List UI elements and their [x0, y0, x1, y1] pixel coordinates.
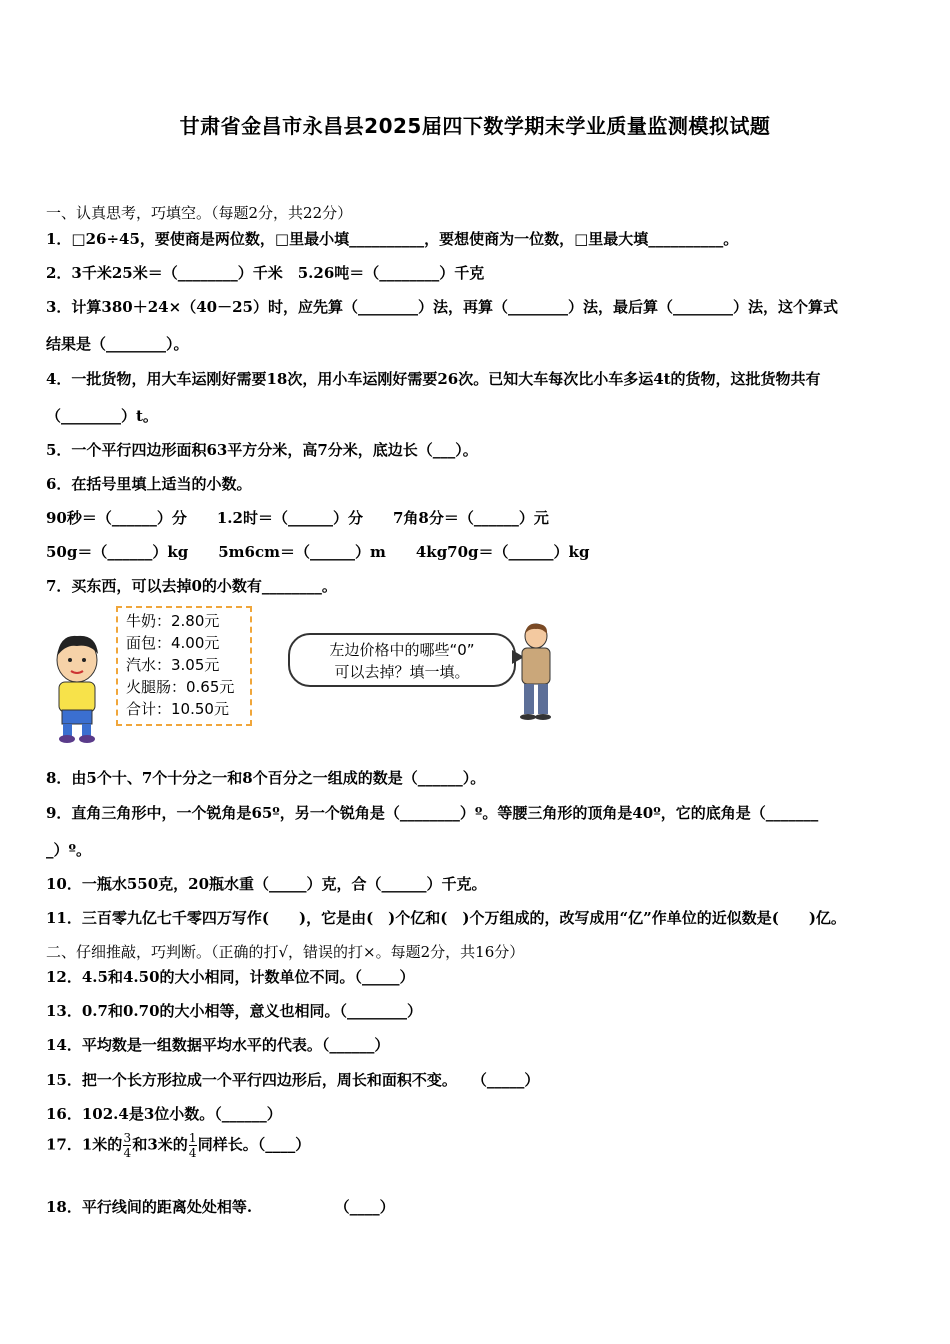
question-4-line-1: 4．一批货物，用大车运刚好需要18次，用小车运刚好需要26次。已知大车每次比小车多运4t的货物，这批货物共有 — [46, 370, 821, 388]
page-title: 甘肃省金昌市永昌县2025届四下数学期末学业质量监测模拟试题 — [179, 114, 771, 138]
question-3-line-1: 3．计算380＋24×（40－25）时，应先算（________）法，再算（________）法，最后算（________）法，这个算式 — [46, 298, 838, 316]
price-total: 合计：10.50元 — [126, 700, 229, 718]
question-2: 2．3千米25米＝（________）千米 5.26吨＝（________）千克 — [46, 264, 485, 282]
question-3-line-2: 结果是（________）。 — [46, 335, 189, 353]
question-13: 13．0.7和0.70的大小相等，意义也相同。（________） — [46, 1002, 423, 1020]
question-10: 10．一瓶水550克，20瓶水重（_____）克，合（______）千克。 — [46, 875, 487, 893]
question-9-line-2: _）º。 — [46, 841, 92, 859]
section-2-heading: 二、仔细推敲，巧判断。（正确的打√，错误的打×。每题2分，共16分） — [46, 943, 525, 961]
question-14: 14．平均数是一组数据平均水平的代表。（______） — [46, 1036, 390, 1054]
question-15: 15．把一个长方形拉成一个平行四边形后，周长和面积不变。 （_____） — [46, 1071, 540, 1089]
shopping-illustration — [46, 600, 566, 750]
question-17-part-3: 同样长。（____） — [197, 1135, 311, 1154]
question-17-part-1: 17．1米的 — [46, 1135, 123, 1154]
question-5: 5．一个平行四边形面积63平方分米，高7分米，底边长（___）。 — [46, 441, 478, 459]
question-16: 16．102.4是3位小数。（______） — [46, 1105, 282, 1123]
boy-illustration — [46, 630, 108, 745]
question-8: 8．由5个十、7个十分之一和8个百分之一组成的数是（______）。 — [46, 769, 486, 787]
section-1-heading: 一、认真思考，巧填空。（每题2分，共22分） — [46, 204, 353, 222]
question-17 — [46, 1132, 310, 1159]
speech-line-2: 可以去掉？填一填。 — [334, 663, 470, 681]
question-6-row-2: 50g＝（______）kg 5m6cm＝（______）m 4kg70g＝（______）kg — [46, 543, 590, 561]
price-item: 面包：4.00元 — [126, 634, 220, 652]
speech-bubble — [288, 633, 516, 687]
question-4-line-2: （________）t。 — [46, 407, 158, 425]
question-12: 12．4.5和4.50的大小相同，计数单位不同。（_____） — [46, 968, 415, 986]
question-11: 11．三百零九亿七千零四万写作( )，它是由( )个亿和( )个万组成的，改写成用“亿”作单位的近似数是( )亿。 — [46, 909, 846, 927]
question-18: 18．平行线间的距离处处相等. （____） — [46, 1198, 395, 1216]
speech-line-1: 左边价格中的哪些“0” — [329, 641, 475, 659]
price-item: 火腿肠：0.65元 — [126, 678, 235, 696]
fraction-three-quarters: $\frac{3}{4}$ — [123, 1131, 132, 1160]
price-item: 牛奶：2.80元 — [126, 612, 220, 630]
price-list — [116, 606, 252, 726]
question-7: 7．买东西，可以去掉0的小数有________。 — [46, 577, 337, 595]
question-1: 1．□26÷45，要使商是两位数，□里最小填__________，要想使商为一位数，□里最大填__________。 — [46, 230, 739, 248]
fraction-one-quarter: $\frac{1}{4}$ — [188, 1131, 197, 1160]
question-9-line-1: 9．直角三角形中，一个锐角是65º，另一个锐角是（________）º。等腰三角形的顶角是40º，它的底角是（_______ — [46, 804, 819, 822]
question-17-part-2: 和3米的 — [132, 1135, 188, 1154]
question-6: 6．在括号里填上适当的小数。 — [46, 475, 252, 493]
man-illustration — [512, 622, 560, 722]
question-6-row-1: 90秒＝（______）分 1.2时＝（______）分 7角8分＝（______）元 — [46, 509, 549, 527]
price-item: 汽水：3.05元 — [126, 656, 220, 674]
